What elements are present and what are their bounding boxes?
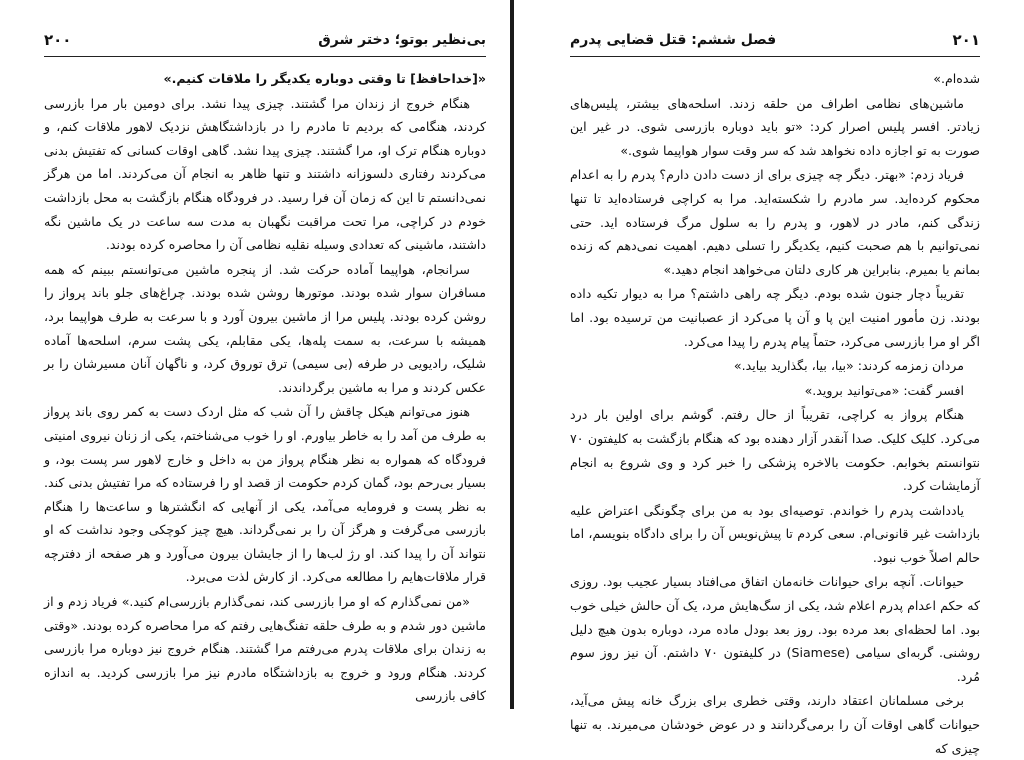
paragraph: شده‌ام.» (933, 71, 980, 86)
paragraph: برخی مسلمانان اعتقاد دارند، وقتی خطری برای بزرگ خانه پیش می‌آید، حیوانات گاهی اوقات آن را برمی‌گردانند و در عوض خودشان می‌میرند. به تنها چیزی که (570, 693, 980, 756)
right-page-header (570, 30, 980, 57)
paragraph: هنوز می‌توانم هیکل چاقش را آن شب که مثل اردک دست به کمر روی باند پرواز به طرف من آمد را به خاطر بیاورم. او را خوب می‌شناختم، یکی از زنان نیروی امنیتی فرودگاه که همواره به نظر هنگام پرواز من به داخل و خارج لاهور سر پست بود، و بسیار بی‌رحم بود، گمان کردم حکومت از قصد او را فرستاده که مرا تفتیش بدنی کند. به نظر پست و فرومایه می‌آمد، یکی از آنهایی که انگشترها و ساعت‌ها را هنگام بازرسی می‌گرفت و هرگز آن را بر نمی‌گرداند. هیچ چیز کوچکی وجود نداشت که او نتواند آن را پیدا کند. او رژ لب‌ها را از جایشان بیرون می‌آورد و هر صفحه از دفترچه قرار ملاقات‌هایم را مطالعه می‌کرد. از کارش لذت می‌برد. (44, 404, 486, 585)
paragraph: تقریباً دچار جنون شده بودم. دیگر چه راهی داشتم؟ مرا به دیوار تکیه داده بودند. زن مأمور امنیت این پا و آن پا می‌کرد از عصبانیت من ترسیده بود. اما اگر او مرا بازرسی می‌کرد، حتماً پیام پدرم را پیدا می‌کرد. (570, 286, 980, 349)
paragraph: مردان زمزمه کردند: «بیا، بیا، بگذارید بیاید.» (733, 358, 964, 374)
paragraph: «[خداحافظ] تا وقتی دوباره یکدیگر را ملاقات کنیم.» (163, 71, 486, 86)
paragraph: ماشین‌های نظامی اطراف من حلقه زدند. اسلحه‌های بیشتر، پلیس‌های زیادتر. افسر پلیس اصرار کرد: «تو باید دوباره بازرسی شوی. در غیر این صورت به تو اجازه داده نخواهد شد که سر وقت سوار هواپیما شوی.» (570, 95, 980, 158)
book-gutter (510, 0, 514, 709)
paragraph: هنگام خروج از زندان مرا گشتند. چیزی پیدا نشد. برای دومین بار مرا بازرسی کردند، هنگامی که بردیم تا مادرم را در بازداشتگاهش نزدیک لاهور ملاقات کنم، و دوباره هنگام ترک او، مرا گشتند. چیزی پیدا نشد. گاهی اوقات کسانی که تفتیش بدنی می‌کردند رفتاری دلسوزانه داشتند و تنها ظاهر به انجام آن می‌کردند. اما من هرگز نمی‌دانستم تا این که زمان آن فرا رسید. در فرودگاه هنگام بازگشت به محل بازداشت خودم در کراچی، مرا تحت مراقبت نگهبان به مدت سه ساعت در یک ماشین نگه داشتند، ماشینی که تعدادی وسیله نقلیه نظامی آن را محاصره کرده بودند. (44, 95, 486, 253)
paragraph: «من نمی‌گذارم که او مرا بازرسی کند، نمی‌گذارم بازرسی‌ام کنید.» فریاد زدم و از ماشین دور شدم و به طرف حلقه تفنگ‌هایی رفتم که مرا محاصره کرده بودند. «وقتی به زندان برای ملاقات پدرم می‌رفتم مرا گشتند. هنگام خروج نیز دوباره مرا بازرسی کردند. هنگام ورود و خروج به بازداشتگاه مادرم نیز مرا بازرسی کردید. به اندازه کافی بازرسی (44, 594, 486, 704)
paragraph: سرانجام، هواپیما آماده حرکت شد. از پنجره ماشین می‌توانستم ببینم که همه مسافران سوار شده بودند. موتورها روشن شده بودند. چراغ‌های جلو باند پرواز را روشن کرده بودند. پلیس مرا از ماشین بیرون آورد و با سرعت به طرف هواپیما برد، همیشه با سرعت، به سمت پله‌ها، یکی مقابلم، یکی پشت سرم، اسلحه‌ها آماده شلیک، رادیویی در طرفه (بی سیمی) ترق توروق کرد، و ناگهان آنان مسیرشان را بر عکس کردند و مرا به ماشین برگرداندند. (44, 261, 486, 395)
paragraph: یادداشت پدرم را خواندم. توصیه‌ای بود به من برای چگونگی اعتراض علیه بازداشت غیر قانونی‌ام. سعی کردم تا پیش‌نویس آن را برای دادگاه بنویسم، اما حالم اصلاً خوب نبود. (570, 502, 980, 565)
page-number: ۲۰۰ (44, 31, 72, 49)
page-number: ۲۰۱ (952, 31, 980, 49)
left-page (0, 0, 512, 709)
right-page-body (570, 67, 980, 760)
right-page (516, 0, 1024, 756)
paragraph: فریاد زدم: «بهتر. دیگر چه چیزی برای از دست دادن دارم؟ پدرم را به اعدام محکوم کرده‌اید. سر مادرم را شکسته‌اید. مرا به کراچی فرستاده‌اید تا تنها زندگی کنم، مادر در لاهور، و پدرم را به سلول مرگ فرستاده اید. حتی نمی‌توانیم با هم صحبت کنیم، یکدیگر را تسلی دهیم. اهمیت نمی‌دهم که زنده بمانم یا بمیرم. بنابراین هر کاری دلتان می‌خواهد انجام دهید.» (570, 167, 980, 277)
left-page-body (44, 67, 486, 708)
left-page-header (44, 30, 486, 57)
paragraph: افسر گفت: «می‌توانید بروید.» (804, 382, 964, 398)
paragraph: حیوانات. آنچه برای حیوانات خانه‌مان اتفاق می‌افتاد بسیار عجیب بود. روزی که حکم اعدام پدرم اعلام شد، یکی از سگ‌هایش مرد، یک آن حالش خیلی خوب بود. اما لحظه‌ای بعد مرده بود. روز بعد بودل ماده مرد، دوباره بدون هیچ دلیل روشنی. گربه‌ای سیامی (Siamese) در کلیفتون ۷۰ داشتم. آن نیز روز سوم مُرد. (570, 574, 980, 684)
running-title: بی‌نظیر بوتو؛ دختر شرق (318, 32, 486, 48)
running-title: فصل ششم: قتل قضایی پدرم (570, 32, 777, 48)
paragraph: هنگام پرواز به کراچی، تقریباً از حال رفتم. گوشم برای اولین بار درد می‌کرد. کلیک کلیک. صدا آنقدر آزار دهنده بود که هنگام بازگشت به کلیفتون ۷۰ نتوانستم بخوابم. حکومت بالاخره پزشکی را خبر کرد و وی شروع به انجام آزمایشات کرد. (570, 407, 980, 494)
